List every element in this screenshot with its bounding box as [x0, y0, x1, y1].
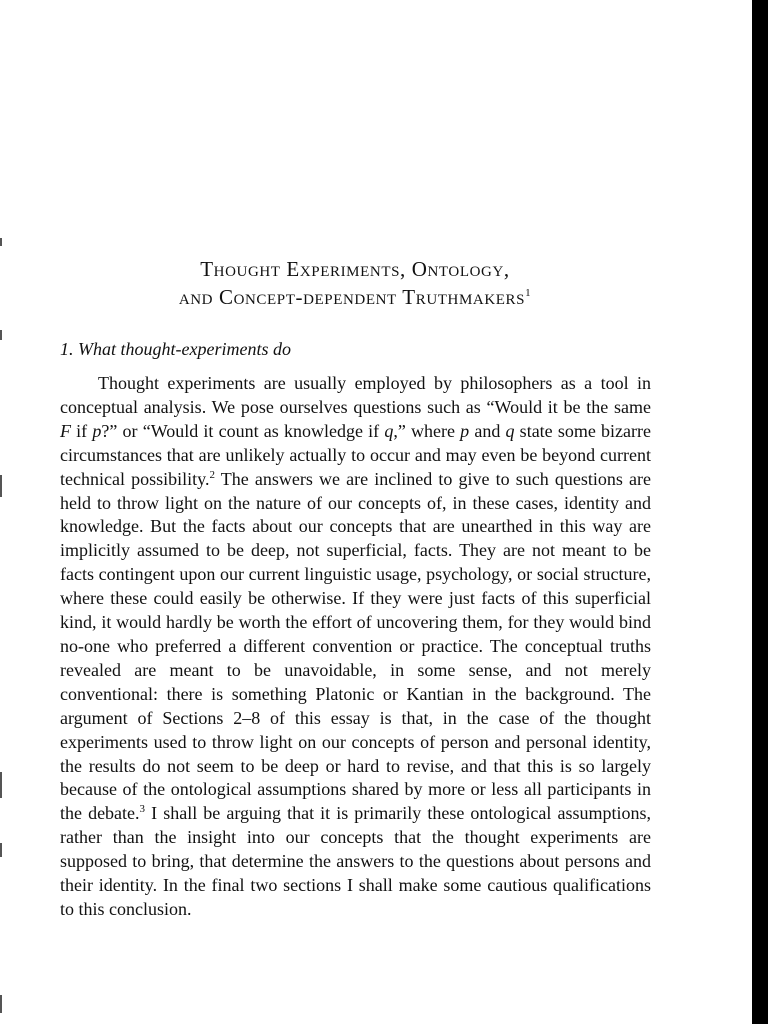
footnote-marker: 3 [139, 803, 146, 816]
body-paragraph [60, 372, 651, 922]
page-edge [752, 0, 768, 1024]
italic-variable: F [60, 420, 71, 441]
footnote-marker: 2 [209, 468, 215, 481]
paragraph-text: Thought experiments are usually employed by philosophers as a tool in conceptual analysis. We pose ourselves questions such as “Would it be the same [60, 373, 651, 417]
paragraph-text: ?” or “Would it count as knowledge if [101, 420, 385, 441]
margin-mark [0, 995, 2, 1013]
paragraph-text: The answers we are inclined to give to such questions are held to throw light on the nature of our concepts of, in these cases, identity and knowledge. But the facts about our concepts that are unearthed in this way are implicitly assumed to be deep, not superficial, facts. They are not meant to be facts contingent upon our current linguistic usage, psychology, or social structure, where these could easily be otherwise. If they were just facts of this superficial kind, it would hardly be worth the effort of uncovering them, for they would bind no-one who preferred a different convention or practice. The conceptual truths revealed are meant to be unavoidable, in some sense, and not merely conventional: there is something Platonic or Kantian in the background. The argument of Sections 2–8 of this essay is that, in the case of the thought experiments used to throw light on our concepts of person and personal identity, the results do not seem to be deep or hard to revise, and that this is so largely because of the ontological assumptions shared by more or less all participants in the debate. [60, 468, 651, 824]
paragraph-text: if [71, 420, 93, 441]
italic-variable: p [92, 420, 102, 441]
margin-mark [0, 772, 2, 798]
italic-variable: q [384, 420, 394, 441]
italic-variable: p [460, 420, 470, 441]
title-footnote-marker: 1 [525, 287, 532, 299]
title-line-1: Thought Experiments, Ontology, [200, 257, 510, 281]
chapter-title [70, 255, 640, 311]
paragraph-text: ,” where [393, 420, 461, 441]
title-line-2 [70, 283, 640, 311]
title-line-2-text: and Concept-dependent Truthmakers [178, 285, 526, 309]
margin-mark [0, 843, 2, 857]
paragraph-text: state some bizarre circumstances that are unlikely actually to occur and may even be beyond current technical possibility. [60, 420, 651, 489]
paragraph-text: I shall be arguing that it is primarily these ontological assumptions, rather than the insight into our concepts that the thought experiments are supposed to bring, that determine the answers to the questions about persons and their identity. In the final two sections I shall make some cautious qualifications to this conclusion. [60, 803, 651, 919]
paragraph-text: and [469, 420, 506, 441]
section-heading: 1. What thought-experiments do [60, 339, 291, 359]
italic-variable: q [505, 420, 515, 441]
margin-mark [0, 330, 2, 340]
margin-mark [0, 238, 2, 246]
margin-mark [0, 475, 2, 497]
